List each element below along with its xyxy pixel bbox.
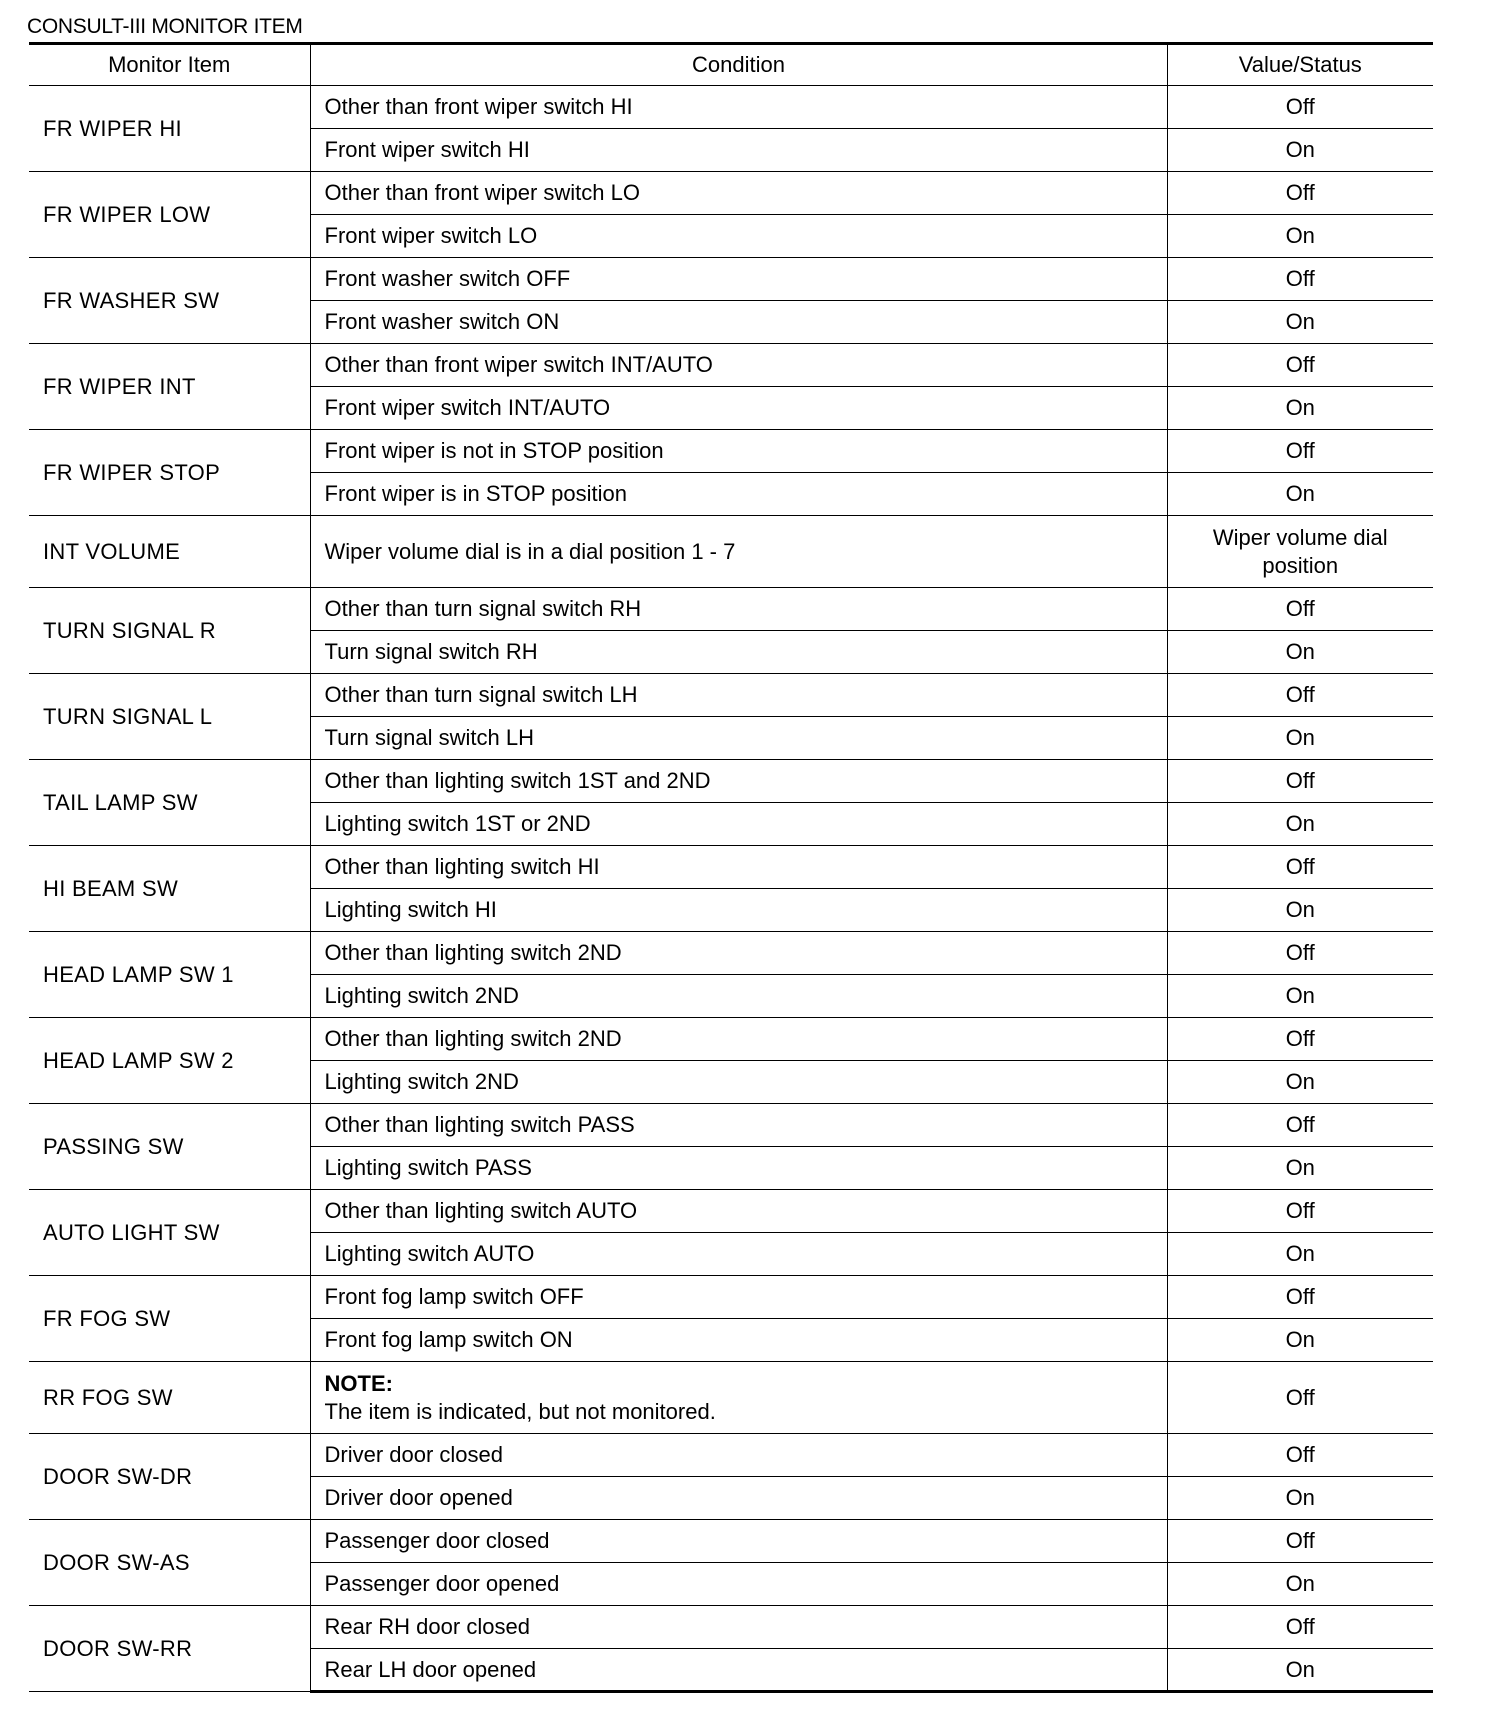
note-text: The item is indicated, but not monitored.	[324, 1398, 716, 1424]
condition-cell: Driver door closed	[310, 1434, 1167, 1477]
table-row	[29, 760, 1433, 803]
value-status-cell: On	[1167, 387, 1433, 430]
value-status-cell: Off	[1167, 1606, 1433, 1649]
value-status-cell: Off	[1167, 344, 1433, 387]
monitor-item-cell: FR FOG SW	[29, 1276, 310, 1362]
table-row	[29, 1018, 1433, 1061]
monitor-item-cell: TURN SIGNAL R	[29, 588, 310, 674]
table-row	[29, 1434, 1433, 1477]
table-row	[29, 674, 1433, 717]
table-row	[29, 1276, 1433, 1319]
monitor-item-cell: HEAD LAMP SW 1	[29, 932, 310, 1018]
monitor-item-cell: DOOR SW-DR	[29, 1434, 310, 1520]
condition-cell: Turn signal switch RH	[310, 631, 1167, 674]
table-header-row	[29, 44, 1433, 86]
value-status-cell: Off	[1167, 1276, 1433, 1319]
monitor-item-cell: DOOR SW-RR	[29, 1606, 310, 1692]
value-status-cell: Off	[1167, 674, 1433, 717]
table-row	[29, 846, 1433, 889]
condition-cell: Other than lighting switch 2ND	[310, 1018, 1167, 1061]
condition-cell: Lighting switch 2ND	[310, 1061, 1167, 1104]
value-status-cell: Off	[1167, 1434, 1433, 1477]
table-row	[29, 1362, 1433, 1434]
value-status-cell: Off	[1167, 1018, 1433, 1061]
monitor-item-cell: DOOR SW-AS	[29, 1520, 310, 1606]
value-status-cell: Off	[1167, 1362, 1433, 1434]
condition-cell	[310, 1362, 1167, 1434]
monitor-item-cell: TAIL LAMP SW	[29, 760, 310, 846]
table-row	[29, 516, 1433, 588]
condition-cell: Front washer switch OFF	[310, 258, 1167, 301]
value-status-header: Value/Status	[1167, 44, 1433, 86]
value-status-cell: On	[1167, 975, 1433, 1018]
table-row	[29, 932, 1433, 975]
value-status-cell: On	[1167, 1649, 1433, 1692]
table-body	[29, 86, 1433, 1692]
condition-cell: Other than turn signal switch LH	[310, 674, 1167, 717]
condition-cell: Rear LH door opened	[310, 1649, 1167, 1692]
value-status-cell: On	[1167, 717, 1433, 760]
monitor-item-cell: FR WIPER STOP	[29, 430, 310, 516]
monitor-item-cell: AUTO LIGHT SW	[29, 1190, 310, 1276]
monitor-item-cell: RR FOG SW	[29, 1362, 310, 1434]
table-row	[29, 86, 1433, 129]
value-status-cell: On	[1167, 1319, 1433, 1362]
table-row	[29, 258, 1433, 301]
condition-cell: Front wiper is in STOP position	[310, 473, 1167, 516]
section-title: CONSULT-III MONITOR ITEM	[27, 15, 303, 38]
value-status-cell: Off	[1167, 588, 1433, 631]
note-label: NOTE:	[324, 1370, 393, 1396]
condition-cell: Other than front wiper switch LO	[310, 172, 1167, 215]
condition-cell: Other than lighting switch HI	[310, 846, 1167, 889]
condition-cell: Lighting switch AUTO	[310, 1233, 1167, 1276]
monitor-item-table	[29, 42, 1433, 1693]
value-status-cell: Off	[1167, 430, 1433, 473]
monitor-item-cell: TURN SIGNAL L	[29, 674, 310, 760]
condition-cell: Passenger door closed	[310, 1520, 1167, 1563]
condition-cell: Other than lighting switch AUTO	[310, 1190, 1167, 1233]
value-status-cell: Off	[1167, 760, 1433, 803]
table-row	[29, 1104, 1433, 1147]
condition-cell: Front wiper switch LO	[310, 215, 1167, 258]
table-row	[29, 344, 1433, 387]
monitor-item-cell: HEAD LAMP SW 2	[29, 1018, 310, 1104]
condition-cell: Lighting switch 2ND	[310, 975, 1167, 1018]
condition-cell: Other than front wiper switch HI	[310, 86, 1167, 129]
value-status-cell: On	[1167, 1477, 1433, 1520]
table-row	[29, 1190, 1433, 1233]
table-row	[29, 588, 1433, 631]
monitor-item-header: Monitor Item	[29, 44, 310, 86]
table-row	[29, 430, 1433, 473]
condition-cell: Other than lighting switch 2ND	[310, 932, 1167, 975]
monitor-item-cell: FR WIPER INT	[29, 344, 310, 430]
value-status-cell: Off	[1167, 932, 1433, 975]
condition-cell: Front wiper switch INT/AUTO	[310, 387, 1167, 430]
value-status-cell: On	[1167, 1061, 1433, 1104]
value-status-cell: Off	[1167, 1520, 1433, 1563]
table-row	[29, 1606, 1433, 1649]
condition-cell: Other than lighting switch PASS	[310, 1104, 1167, 1147]
value-status-cell: On	[1167, 1147, 1433, 1190]
condition-cell: Turn signal switch LH	[310, 717, 1167, 760]
monitor-item-cell: PASSING SW	[29, 1104, 310, 1190]
condition-cell: Wiper volume dial is in a dial position 1 - 7	[310, 516, 1167, 588]
condition-cell: Lighting switch 1ST or 2ND	[310, 803, 1167, 846]
value-status-cell: Off	[1167, 1104, 1433, 1147]
value-status-cell: On	[1167, 215, 1433, 258]
monitor-item-cell: INT VOLUME	[29, 516, 310, 588]
value-status-cell: Off	[1167, 86, 1433, 129]
condition-cell: Rear RH door closed	[310, 1606, 1167, 1649]
value-status-cell: On	[1167, 473, 1433, 516]
condition-cell: Driver door opened	[310, 1477, 1167, 1520]
value-status-cell: On	[1167, 889, 1433, 932]
condition-cell: Other than lighting switch 1ST and 2ND	[310, 760, 1167, 803]
condition-cell: Front wiper is not in STOP position	[310, 430, 1167, 473]
monitor-item-cell: FR WASHER SW	[29, 258, 310, 344]
condition-cell: Other than front wiper switch INT/AUTO	[310, 344, 1167, 387]
condition-cell: Front wiper switch HI	[310, 129, 1167, 172]
condition-cell: Front washer switch ON	[310, 301, 1167, 344]
condition-cell: Passenger door opened	[310, 1563, 1167, 1606]
monitor-item-cell: HI BEAM SW	[29, 846, 310, 932]
table-row	[29, 1520, 1433, 1563]
value-status-cell: Off	[1167, 1190, 1433, 1233]
value-status-cell: On	[1167, 129, 1433, 172]
condition-cell: Front fog lamp switch OFF	[310, 1276, 1167, 1319]
value-status-cell: Off	[1167, 846, 1433, 889]
condition-cell: Lighting switch PASS	[310, 1147, 1167, 1190]
monitor-item-cell: FR WIPER LOW	[29, 172, 310, 258]
value-status-cell: On	[1167, 1233, 1433, 1276]
value-status-cell: On	[1167, 1563, 1433, 1606]
value-status-cell: On	[1167, 301, 1433, 344]
condition-cell: Other than turn signal switch RH	[310, 588, 1167, 631]
value-status-cell: On	[1167, 631, 1433, 674]
value-status-cell: Off	[1167, 172, 1433, 215]
condition-cell: Lighting switch HI	[310, 889, 1167, 932]
table-row	[29, 172, 1433, 215]
value-status-cell: Wiper volume dial position	[1167, 516, 1433, 588]
value-status-cell: On	[1167, 803, 1433, 846]
condition-header: Condition	[310, 44, 1167, 86]
condition-cell: Front fog lamp switch ON	[310, 1319, 1167, 1362]
monitor-item-cell: FR WIPER HI	[29, 86, 310, 172]
value-status-cell: Off	[1167, 258, 1433, 301]
